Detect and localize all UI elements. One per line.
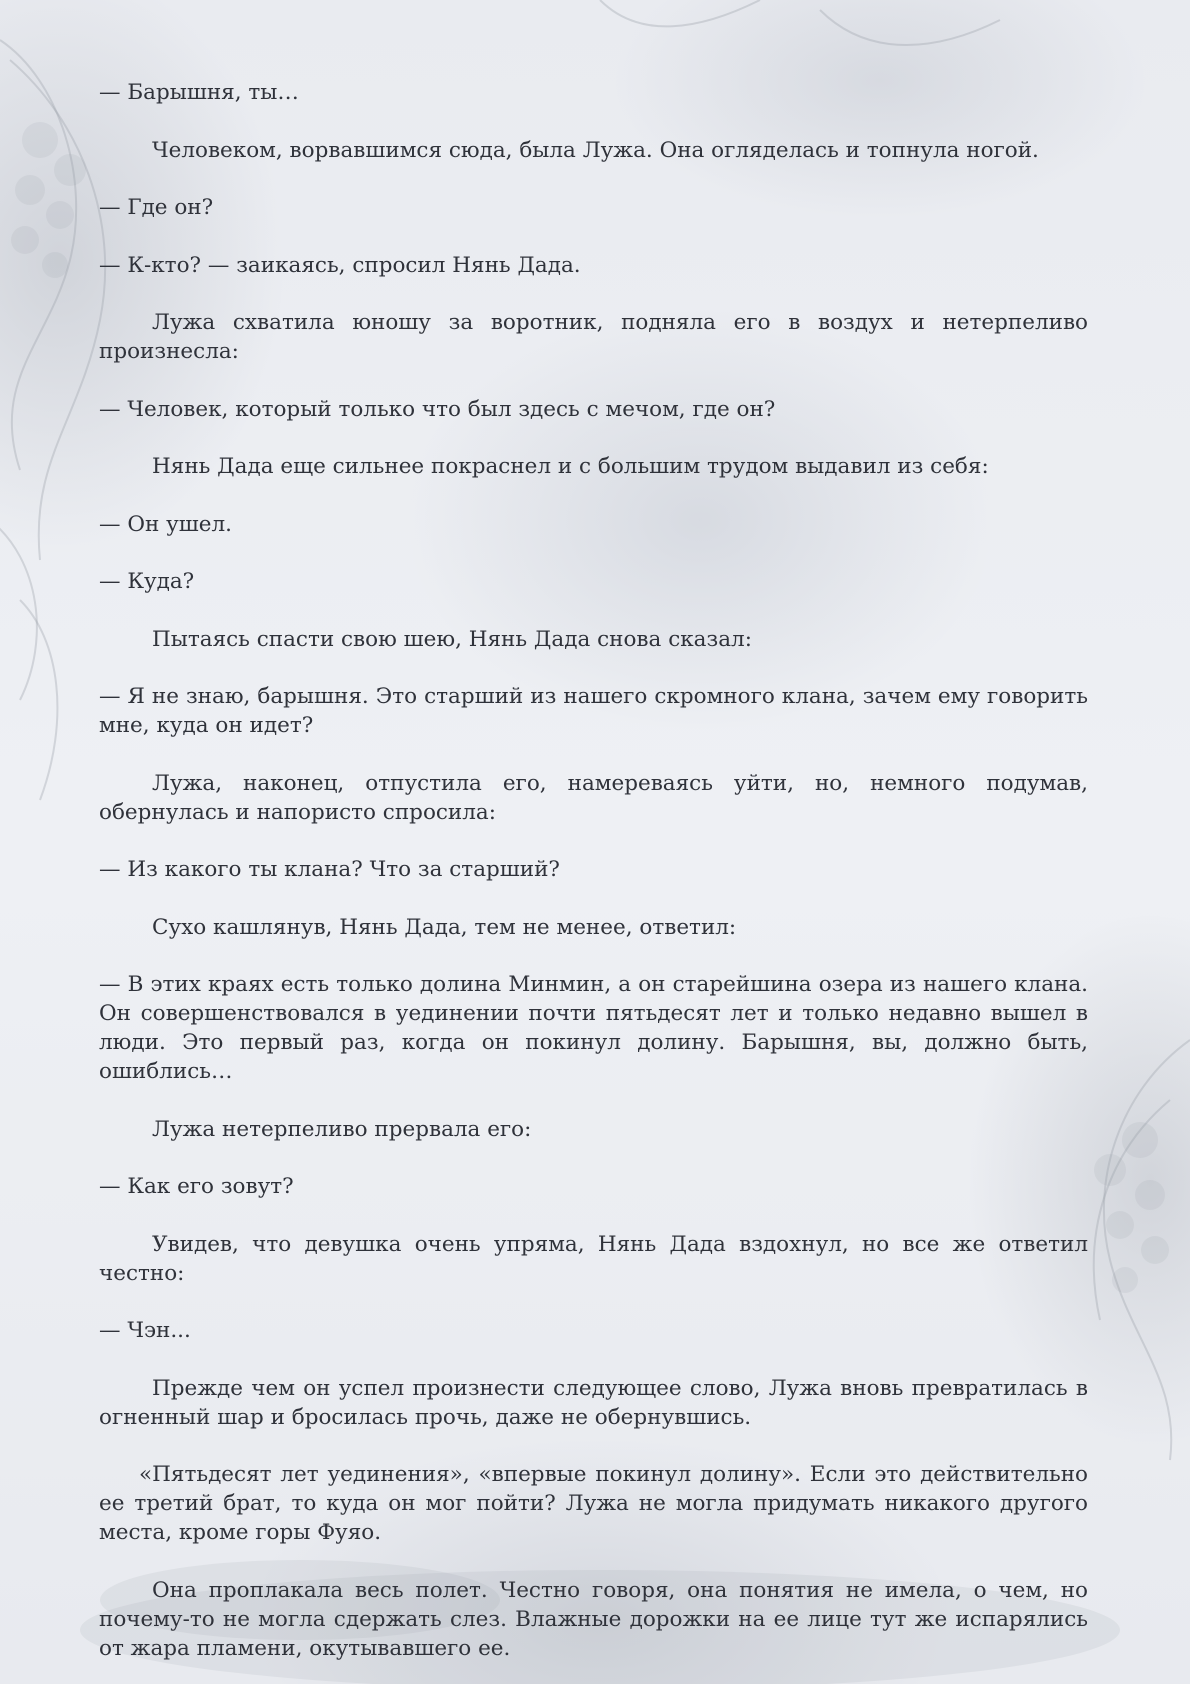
paragraph: — Чэн... <box>99 1318 191 1343</box>
paragraph: «Пятьдесят лет уединения», «впервые покинул долину». Если это действительно ее третий брат, то куда он мог пойти? Лужа не могла придумать никакого другого места, кроме горы Фуяо. <box>99 1462 1088 1545</box>
paragraph: Человеком, ворвавшимся сюда, была Лужа. Она огляделась и топнула ногой. <box>152 137 1039 163</box>
paragraph: Сухо кашлянув, Нянь Дада, тем не менее, ответил: <box>152 914 737 940</box>
paragraph: — Барышня, ты… <box>99 80 299 105</box>
paragraph: Пытаясь спасти свою шею, Нянь Дада снова сказал: <box>152 626 752 652</box>
paragraph: Нянь Дада еще сильнее покраснел и с большим трудом выдавил из себя: <box>152 454 989 479</box>
paragraph: — Где он? <box>99 195 214 220</box>
paragraph: Лужа, наконец, отпустила его, намереваясь уйти, но, немного подумав, обернулась и напористо спросила: <box>99 770 1088 825</box>
paragraph: Лужа схватила юношу за воротник, подняла его в воздух и нетерпеливо произнесла: <box>99 310 1088 364</box>
paragraph: Увидев, что девушка очень упряма, Нянь Дада вздохнул, но все же ответил честно: <box>99 1231 1088 1286</box>
paragraph: — Я не знаю, барышня. Это старший из нашего скромного клана, зачем ему говорить мне, куда он идет? <box>99 684 1088 738</box>
paragraph: — Он ушел. <box>99 511 232 537</box>
paragraph: Лужа нетерпеливо прервала его: <box>152 1116 532 1142</box>
paragraph: Прежде чем он успел произнести следующее слово, Лужа вновь превратилась в огненный шар и бросилась прочь, даже не обернувшись. <box>99 1375 1088 1430</box>
paragraph: Она проплакала весь полет. Честно говоря, она понятия не имела, о чем, но почему-то не могла сдержать слез. Влажные дорожки на ее лице тут же испарялись от жара пламени, окутывавшего ее. <box>99 1577 1088 1661</box>
paragraph: — В этих краях есть только долина Минмин, а он старейшина озера из нашего клана. Он совершенствовался в уединении почти пятьдесят лет и только недавно вышел в люди. Это первый раз, когда он покинул долину. Барышня, вы, должно быть, ошиблись… <box>99 972 1088 1084</box>
paragraph: — Человек, который только что был здесь с мечом, где он? <box>99 396 776 422</box>
paragraph: — Как его зовут? <box>99 1174 294 1199</box>
text-block <box>99 78 1088 1684</box>
paragraph: — К-кто? — заикаясь, спросил Нянь Дада. <box>99 252 581 278</box>
paragraph: — Куда? <box>99 569 195 594</box>
paragraph: — Из какого ты клана? Что за старший? <box>99 857 560 882</box>
